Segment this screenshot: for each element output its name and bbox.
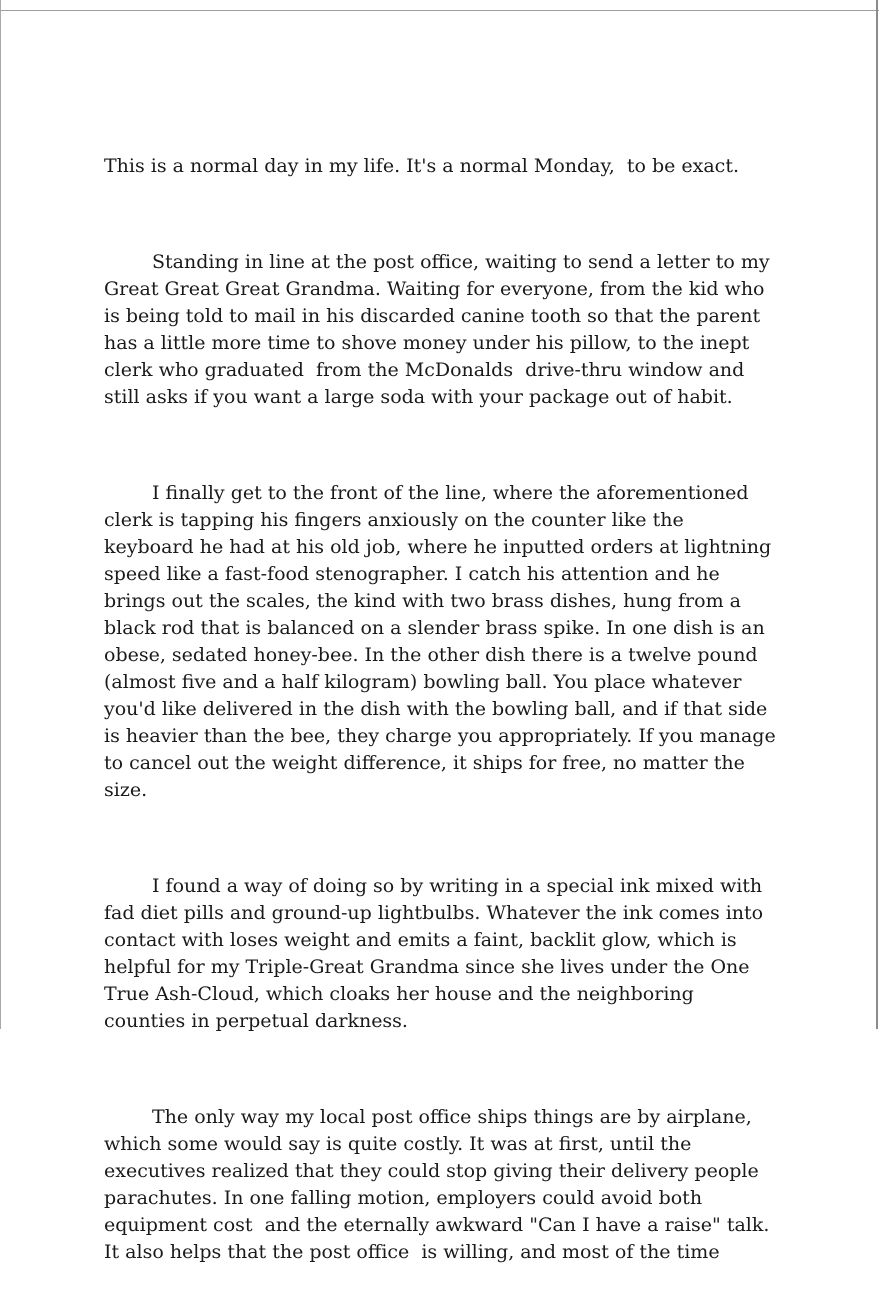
story-text-area[interactable] <box>104 0 782 1308</box>
story-paragraph: I found a way of doing so by writing in a special ink mixed with fad diet pills and ground-up lightbulbs. Whatever the ink comes into contact with loses weight and emits a faint, backlit glow, which is helpful for my Triple-Great Grandma since she lives under the One True Ash-Cloud, which cloaks her house and the neighboring counties in perpetual darkness. <box>104 875 770 1032</box>
story-paragraph: This is a normal day in my life. It's a normal Monday, to be exact. <box>104 155 739 177</box>
story-paragraph: Standing in line at the post office, waiting to send a letter to my Great Great Great Grandma. Waiting for everyone, from the kid who is being told to mail in his discarded canine tooth so that the parent has a little more time to shove money under his pillow, to the inept clerk who graduated from the McDonalds drive-thru window and still asks if you want a large soda with your package out of habit. <box>104 251 776 408</box>
story-paragraph: I finally get to the front of the line, where the aforementioned clerk is tapping his fingers anxiously on the counter like the keyboard he had at his old job, where he inputted orders at lightning speed like a fast-food stenographer. I catch his attention and he brings out the scales, the kind with two brass dishes, hung from a black rod that is balanced on a slender brass spike. In one dish is an obese, sedated honey-bee. In the other dish there is a twelve pound (almost five and a half kilogram) bowling ball. You place whatever you'd like delivered in the dish with the bowling ball, and if that side is heavier than the bee, they charge you appropriately. If you manage to cancel out the weight difference, it ships for free, no matter the size. <box>104 482 782 801</box>
story-paragraph: The only way my local post office ships things are by airplane, which some would say is quite costly. It was at first, until the executives realized that they could stop giving their delivery people parachutes. In one falling motion, employers could avoid both equipment cost and the eternally awkward "Can I have a raise" talk. It also helps that the post office is willing, and most of the time <box>104 1106 776 1263</box>
frame-left-border <box>0 0 1 1029</box>
frame-right-border <box>876 0 878 1029</box>
